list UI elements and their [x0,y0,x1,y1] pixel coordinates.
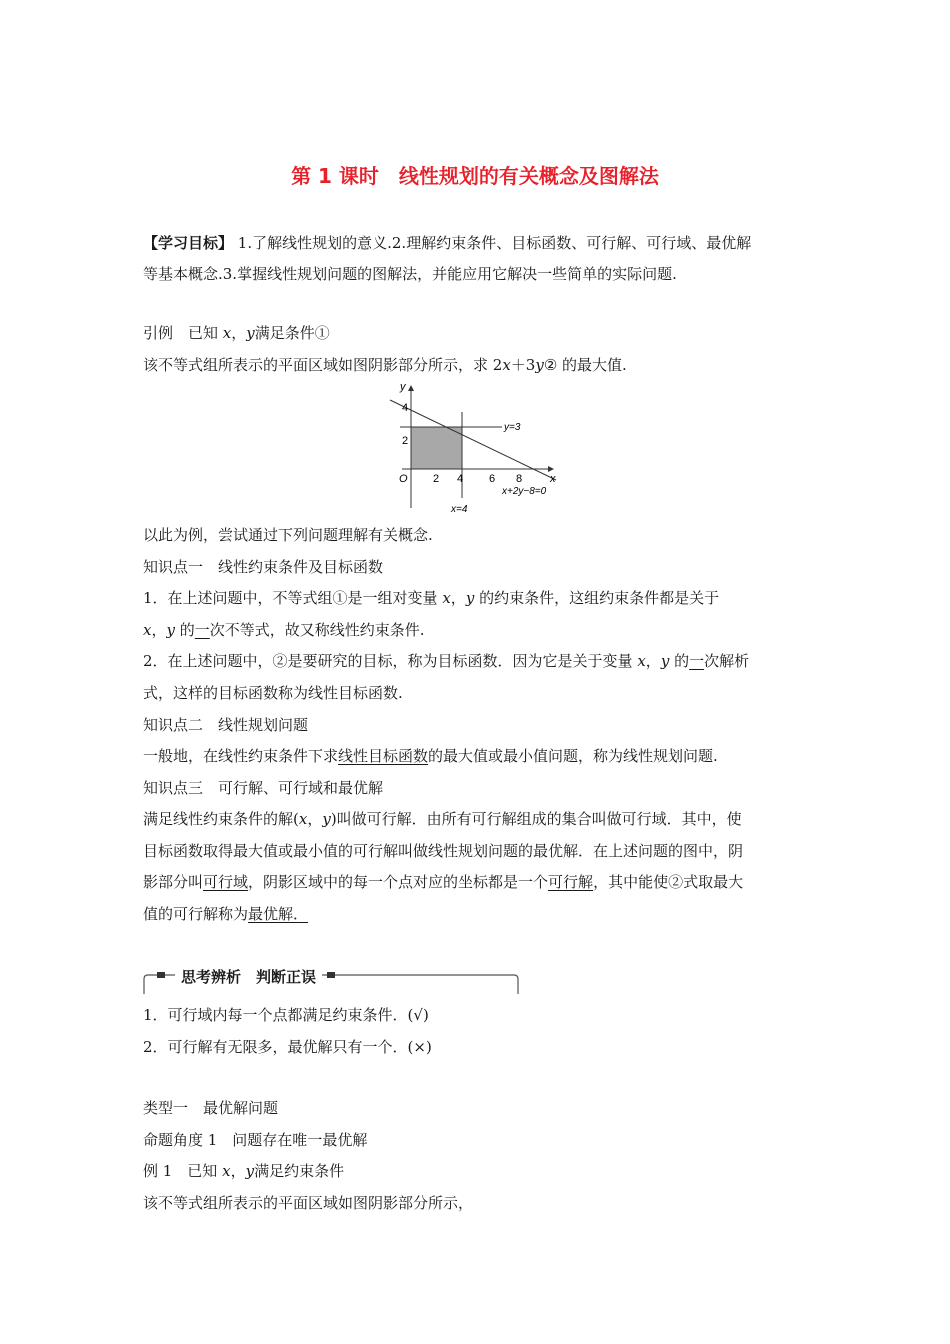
tick-y-4: 4 [402,402,409,414]
comma: ， [151,621,167,639]
type1-angle: 命题角度 1 问题存在唯一最优解 [143,1131,368,1149]
var-x: x [502,356,511,374]
var-x: x [442,589,451,607]
text: 次不等式，故又称线性约束条件. [209,621,425,639]
y-axis-label: y [400,381,406,393]
learning-goal [143,228,811,290]
underlined-term: 可行域 [203,873,249,891]
comma: ， [230,1162,246,1180]
origin-label: O [399,473,408,485]
k2-title: 知识点二 线性规划问题 [143,716,309,734]
tick-x-8: 8 [516,473,523,485]
think-q1: 1．可行域内每一个点都满足约束条件．(√) [143,1006,429,1024]
k3-title: 知识点三 可行解、可行域和最优解 [143,779,384,797]
underlined-blank: 一 [194,621,210,639]
text: ，其中能使②式取最大 [593,873,744,891]
var-y: y [465,589,475,607]
goal-text-1: 1.了解线性规划的意义.2.理解约束条件、目标函数、可行解、可行域、最优解 [237,234,752,252]
k3-line-3 [143,871,743,893]
text: 值的可行解称为 [143,905,249,923]
intro-text: 该不等式组所表示的平面区域如图阴影部分所示，求 2 [143,356,503,374]
k1-line-2 [143,619,425,641]
comma: ， [645,652,661,670]
intro-line-1 [143,322,330,344]
intro-line-2 [143,354,627,376]
example-1-line-2: 该不等式组所表示的平面区域如图阴影部分所示， [143,1194,474,1212]
y-axis-arrow [408,385,414,391]
var-x: x [222,1162,231,1180]
k1-title: 知识点一 线性约束条件及目标函数 [143,558,384,576]
var-x: x [222,324,232,342]
var-x: x [298,810,308,828]
k3-line-4 [143,903,308,925]
k1-line-1 [143,587,719,609]
para-intro: 以此为例，尝试通过下列问题理解有关概念. [143,526,433,544]
k3-line-1 [143,808,742,830]
tick-x-6: 6 [489,473,496,485]
text: 一般地，在线性约束条件下求 [143,747,339,765]
var-y: y [660,652,670,670]
intro-text: 引例 已知 [143,324,223,342]
var-y: y [246,324,255,342]
text: 影部分叫 [143,873,204,891]
goal-label: 【学习目标】 [143,234,234,252]
tick-y-2: 2 [402,435,409,447]
var-x: x [143,621,152,639]
k1-line-3 [143,650,749,672]
text: 的最大值或最小值问题，称为线性规划问题. [428,747,718,765]
var-x: x [637,652,646,670]
type1-title: 类型一 最优解问题 [143,1099,279,1117]
var-y: y [166,621,175,639]
tick-x-2: 2 [433,473,440,485]
tick-x-4: 4 [457,473,464,485]
text: 满足约束条件 [254,1162,345,1180]
x-axis-label: x [550,473,556,485]
underlined-term: 最优解． [248,905,309,923]
text: 2．在上述问题中，②是要研究的目标，称为目标函数．因为它是关于变量 [143,652,638,670]
text: 例 1 已知 [143,1162,223,1180]
k1-line-4: 式，这样的目标函数称为线性目标函数. [143,684,403,702]
x-axis-arrow [548,466,554,472]
comma: ， [307,810,323,828]
text: 的约束条件，这组约束条件都是关于 [474,589,720,607]
text: 的 [669,652,690,670]
example-1-line-1 [143,1160,344,1182]
text: 1．在上述问题中，不等式组①是一组对变量 [143,589,443,607]
think-q2: 2．可行解有无限多，最优解只有一个．(×) [143,1038,432,1056]
page-title: 第 1 课时 线性规划的有关概念及图解法 [291,164,659,188]
var-y: y [322,810,331,828]
label-x4: x=4 [451,504,468,515]
text: 满足线性约束条件的解( [143,810,299,828]
var-y: y [245,1162,255,1180]
comma: ， [450,589,466,607]
label-line: x+2y−8=0 [502,486,547,497]
comma: ， [231,324,247,342]
intro-text: ＋3 [510,356,536,374]
label-y3: y=3 [504,422,521,433]
text: )叫做可行解．由所有可行解组成的集合叫做可行域．其中，使 [330,810,742,828]
underlined-term: 线性目标函数 [338,747,429,765]
underlined-blank: 一 [689,652,705,670]
text: ，阴影区域中的每一个点对应的坐标都是一个 [248,873,549,891]
k2-line [143,745,718,767]
intro-text: ② 的最大值. [543,356,627,374]
feasible-region-figure [380,378,580,516]
underlined-term: 可行解 [548,873,594,891]
text: 次解析 [704,652,750,670]
goal-text-2: 等基本概念.3.掌握线性规划问题的图解法，并能应用它解决一些简单的实际问题. [143,265,677,283]
var-y: y [535,356,544,374]
k3-line-2: 目标函数取得最大值或最小值的可行解叫做线性规划问题的最优解．在上述问题的图中，阴 [143,842,744,860]
think-section-header: 思考辨析 判断正误 [175,966,322,987]
text: 的 [174,621,195,639]
feasible-region [411,427,462,469]
intro-text: 满足条件① [254,324,330,342]
